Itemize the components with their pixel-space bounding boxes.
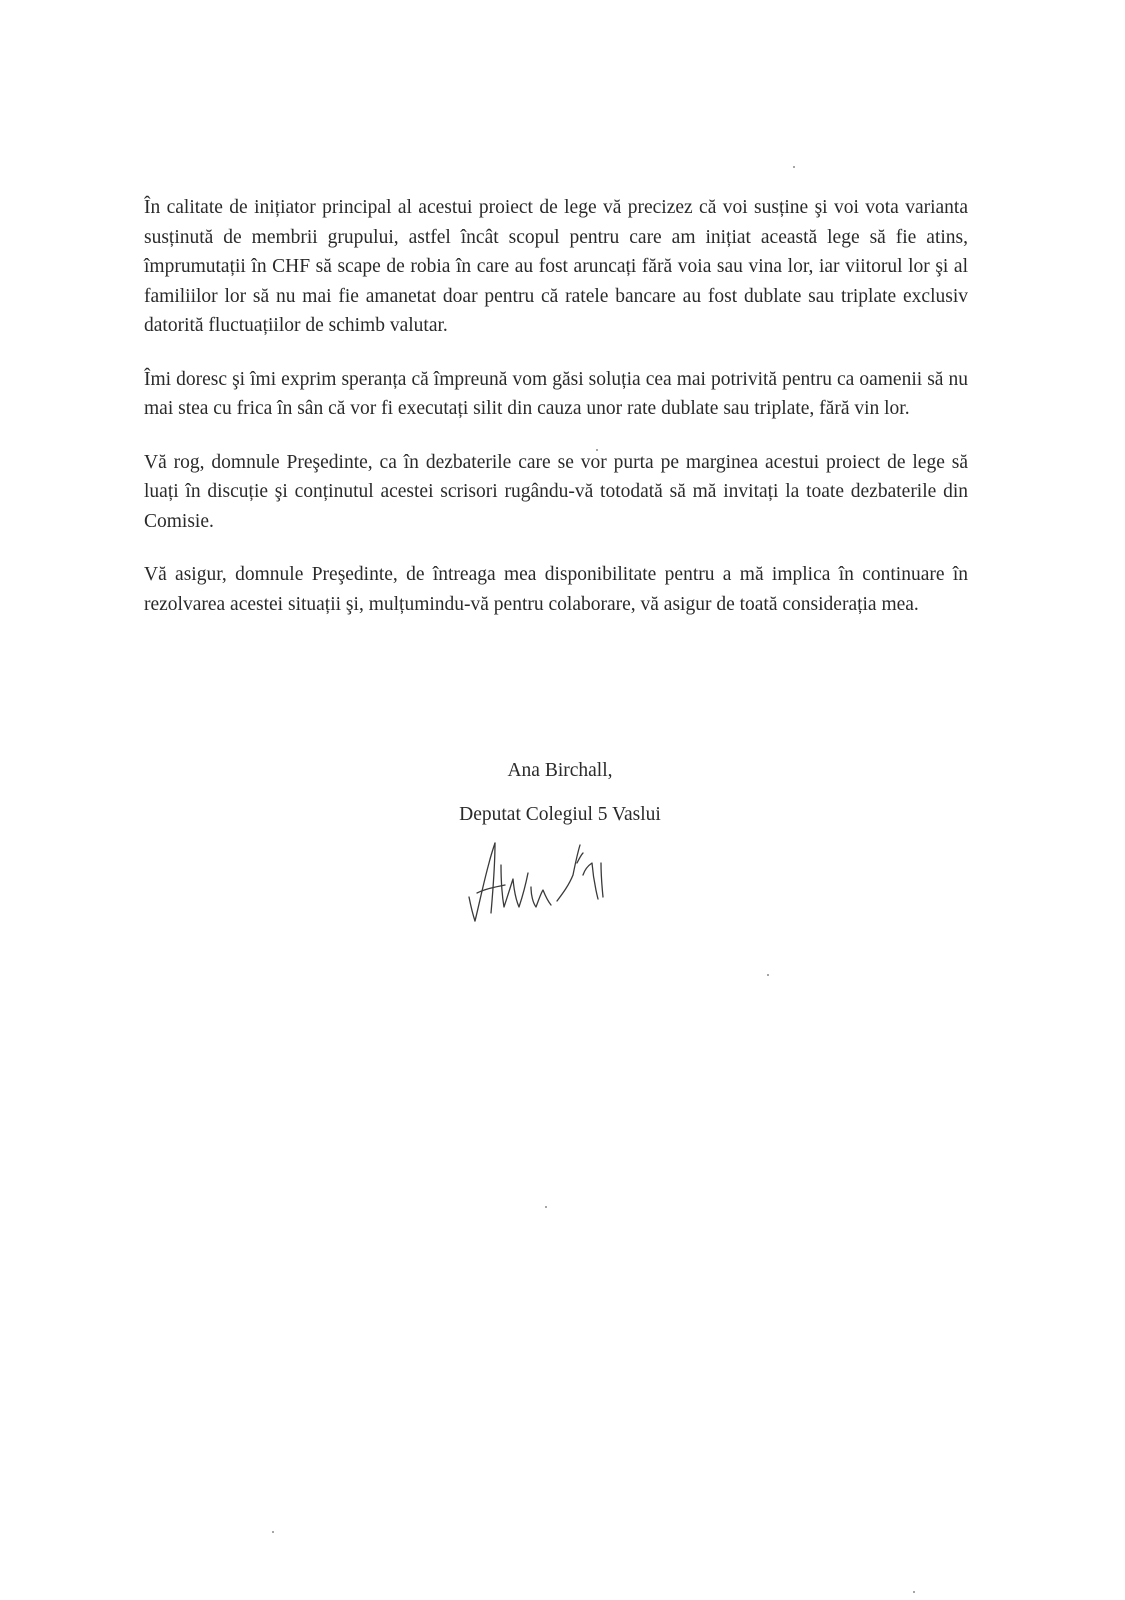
letter-body: [144, 193, 968, 643]
paragraph-initiator-support: În calitate de inițiator principal al acestui proiect de lege vă precizez că voi susține şi voi vota varianta susținută de membrii grupului, astfel încât scopul pentru care am inițiat această lege să fie atins, împrumutații în CHF să scape de robia în care au fost aruncați fără voia sau vina lor, iar viitorul lor şi al familiilor lor să nu mai fie amanetat doar pentru că ratele bancare au fost dublate sau triplate exclusiv datorită fluctuațiilor de schimb valutar.: [144, 197, 968, 336]
handwritten-signature: [465, 835, 615, 930]
scan-speck: [545, 1206, 547, 1208]
signer-name: Ana Birchall,: [507, 760, 613, 781]
paragraph-closing-assurance: Vă asigur, domnule Preşedinte, de întreaga mea disponibilitate pentru a mă implica în continuare în rezolvarea acestei situații şi, mulțumindu-vă pentru colaborare, vă asigur de toată considerația mea.: [144, 564, 968, 615]
scan-speck: [767, 974, 769, 976]
signer-title: Deputat Colegiul 5 Vaslui: [459, 804, 661, 825]
scan-speck: [272, 1531, 274, 1533]
paragraph-hope-solution: Îmi doresc şi îmi exprim speranța că împreună vom găsi soluția cea mai potrivită pentru ca oamenii să nu mai stea cu frica în sân că vor fi executați silit din cauza unor rate dublate sau triplate, fără vin lor.: [144, 368, 968, 419]
scan-speck: [913, 1591, 915, 1593]
scan-speck: [793, 166, 795, 168]
paragraph-request-debate: Vă rog, domnule Preşedinte, ca în dezbaterile care se vor purta pe marginea acestui proiect de lege să luați în discuție şi conținutul acestei scrisori rugându-vă totodată să mă invitați la toate dezbaterile din Comisie.: [144, 451, 968, 532]
scan-speck: [596, 449, 598, 451]
